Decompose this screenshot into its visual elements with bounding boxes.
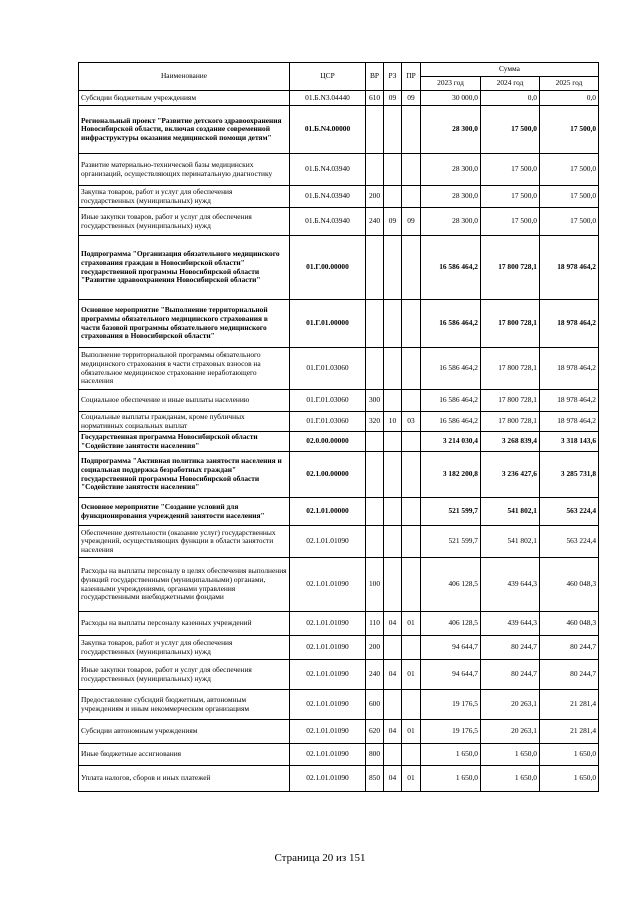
cell-vr: 800 bbox=[366, 744, 384, 766]
cell-name: Развитие материально-технической базы медицинских организаций, осуществляющих перинатальную диагностику bbox=[79, 154, 290, 186]
cell-pr bbox=[402, 186, 421, 208]
cell-2023: 3 182 200,8 bbox=[421, 452, 481, 498]
cell-csr: 02.1.00.00000 bbox=[290, 452, 366, 498]
cell-pr bbox=[402, 348, 421, 390]
table-row bbox=[79, 766, 599, 792]
table-row bbox=[79, 636, 599, 660]
cell-pr: 01 bbox=[402, 612, 421, 636]
cell-vr bbox=[366, 498, 384, 526]
header-year-2025: 2025 год bbox=[540, 77, 599, 91]
cell-vr bbox=[366, 348, 384, 390]
cell-2025: 460 048,3 bbox=[540, 612, 599, 636]
cell-2023: 1 650,0 bbox=[421, 766, 481, 792]
cell-rz bbox=[384, 498, 402, 526]
header-name: Наименование bbox=[79, 63, 290, 91]
header-sum: Сумма bbox=[421, 63, 599, 77]
cell-rz: 04 bbox=[384, 766, 402, 792]
cell-csr: 01.Б.N4.03940 bbox=[290, 208, 366, 236]
cell-2024: 20 263,1 bbox=[481, 720, 540, 744]
cell-rz: 04 bbox=[384, 612, 402, 636]
cell-2023: 28 300,0 bbox=[421, 208, 481, 236]
cell-vr: 300 bbox=[366, 390, 384, 412]
cell-2023: 28 300,0 bbox=[421, 154, 481, 186]
cell-rz: 10 bbox=[384, 412, 402, 432]
cell-2025: 17 500,0 bbox=[540, 208, 599, 236]
cell-rz bbox=[384, 432, 402, 452]
cell-vr: 240 bbox=[366, 660, 384, 690]
table-row bbox=[79, 432, 599, 452]
cell-2024: 439 644,3 bbox=[481, 558, 540, 612]
cell-2024: 17 800 728,1 bbox=[481, 348, 540, 390]
cell-name: Региональный проект "Развитие детского здравоохранения Новосибирской области, включая создание современной инфраструктуры оказания медицинской помощи детям" bbox=[79, 106, 290, 154]
cell-pr: 09 bbox=[402, 208, 421, 236]
cell-2025: 18 978 464,2 bbox=[540, 236, 599, 300]
cell-name: Государственная программа Новосибирской области "Содействие занятости населения" bbox=[79, 432, 290, 452]
cell-vr bbox=[366, 236, 384, 300]
cell-2025: 18 978 464,2 bbox=[540, 348, 599, 390]
cell-name: Предоставление субсидий бюджетным, автономным учреждениям и иным некоммерческим организациям bbox=[79, 690, 290, 720]
cell-2024: 17 800 728,1 bbox=[481, 300, 540, 348]
cell-name: Закупка товаров, работ и услуг для обеспечения государственных (муниципальных) нужд bbox=[79, 186, 290, 208]
cell-pr bbox=[402, 432, 421, 452]
cell-name: Иные закупки товаров, работ и услуг для обеспечения государственных (муниципальных) нужд bbox=[79, 208, 290, 236]
cell-2024: 17 800 728,1 bbox=[481, 412, 540, 432]
cell-2024: 17 500,0 bbox=[481, 208, 540, 236]
cell-2025: 563 224,4 bbox=[540, 498, 599, 526]
table-row bbox=[79, 390, 599, 412]
cell-vr: 100 bbox=[366, 558, 384, 612]
cell-pr bbox=[402, 106, 421, 154]
table-row bbox=[79, 498, 599, 526]
cell-vr: 850 bbox=[366, 766, 384, 792]
cell-2024: 17 500,0 bbox=[481, 186, 540, 208]
header-year-2023: 2023 год bbox=[421, 77, 481, 91]
table-body bbox=[79, 91, 599, 792]
cell-pr: 01 bbox=[402, 720, 421, 744]
cell-name: Иные закупки товаров, работ и услуг для обеспечения государственных (муниципальных) нужд bbox=[79, 660, 290, 690]
cell-name: Обеспечение деятельности (оказание услуг) государственных учреждений, осуществляющих функции в области занятости населения bbox=[79, 526, 290, 558]
cell-vr bbox=[366, 106, 384, 154]
cell-2023: 16 586 464,2 bbox=[421, 236, 481, 300]
cell-pr: 09 bbox=[402, 91, 421, 106]
cell-name: Социальное обеспечение и иные выплаты населению bbox=[79, 390, 290, 412]
cell-name: Закупка товаров, работ и услуг для обеспечения государственных (муниципальных) нужд bbox=[79, 636, 290, 660]
cell-2023: 16 586 464,2 bbox=[421, 412, 481, 432]
cell-2023: 28 300,0 bbox=[421, 106, 481, 154]
cell-rz bbox=[384, 236, 402, 300]
cell-2024: 17 500,0 bbox=[481, 106, 540, 154]
cell-csr: 02.1.01.01090 bbox=[290, 766, 366, 792]
cell-rz bbox=[384, 452, 402, 498]
cell-2025: 1 650,0 bbox=[540, 766, 599, 792]
cell-rz bbox=[384, 154, 402, 186]
cell-2023: 406 128,5 bbox=[421, 612, 481, 636]
cell-2025: 3 285 731,8 bbox=[540, 452, 599, 498]
cell-rz bbox=[384, 636, 402, 660]
cell-2025: 18 978 464,2 bbox=[540, 300, 599, 348]
cell-vr: 620 bbox=[366, 720, 384, 744]
cell-vr bbox=[366, 154, 384, 186]
cell-name: Основное мероприятие "Создание условий для функционирования учреждений занятости населения" bbox=[79, 498, 290, 526]
cell-pr bbox=[402, 300, 421, 348]
cell-csr: 01.Б.N4.03940 bbox=[290, 186, 366, 208]
cell-vr: 240 bbox=[366, 208, 384, 236]
cell-rz bbox=[384, 526, 402, 558]
cell-name: Подпрограмма "Активная политика занятости населения и социальная поддержка безработных граждан" государственной программы Новосибирской области "Содействие занятости населения" bbox=[79, 452, 290, 498]
cell-2023: 94 644,7 bbox=[421, 636, 481, 660]
cell-csr: 02.1.01.01090 bbox=[290, 744, 366, 766]
cell-2023: 30 000,0 bbox=[421, 91, 481, 106]
cell-name: Иные бюджетные ассигнования bbox=[79, 744, 290, 766]
cell-csr: 02.0.00.00000 bbox=[290, 432, 366, 452]
cell-2023: 1 650,0 bbox=[421, 744, 481, 766]
header-pr: ПР bbox=[402, 63, 421, 91]
cell-vr bbox=[366, 452, 384, 498]
budget-table bbox=[78, 62, 599, 792]
cell-rz bbox=[384, 106, 402, 154]
cell-pr bbox=[402, 690, 421, 720]
cell-rz bbox=[384, 744, 402, 766]
cell-2023: 19 176,5 bbox=[421, 720, 481, 744]
cell-rz: 09 bbox=[384, 208, 402, 236]
cell-pr bbox=[402, 390, 421, 412]
cell-name: Выполнение территориальной программы обязательного медицинского страхования в части страховых взносов на обязательное медицинское страхование неработающего населения bbox=[79, 348, 290, 390]
cell-csr: 02.1.01.01090 bbox=[290, 558, 366, 612]
cell-rz: 04 bbox=[384, 660, 402, 690]
cell-rz: 09 bbox=[384, 91, 402, 106]
cell-csr: 02.1.01.01090 bbox=[290, 636, 366, 660]
cell-pr bbox=[402, 498, 421, 526]
cell-csr: 01.Б.N4.03940 bbox=[290, 154, 366, 186]
cell-vr: 600 bbox=[366, 690, 384, 720]
cell-2025: 21 281,4 bbox=[540, 690, 599, 720]
cell-vr: 200 bbox=[366, 186, 384, 208]
cell-csr: 02.1.01.01090 bbox=[290, 690, 366, 720]
cell-csr: 02.1.01.01090 bbox=[290, 660, 366, 690]
table-row bbox=[79, 300, 599, 348]
cell-vr: 610 bbox=[366, 91, 384, 106]
cell-pr bbox=[402, 236, 421, 300]
cell-2024: 17 800 728,1 bbox=[481, 390, 540, 412]
cell-2023: 16 586 464,2 bbox=[421, 348, 481, 390]
cell-2025: 17 500,0 bbox=[540, 154, 599, 186]
cell-name: Подпрограмма "Организация обязательного медицинского страхования граждан в Новосибирской области" государственной программы Новосибирской области "Развитие здравоохранения Новосибирской области" bbox=[79, 236, 290, 300]
cell-2025: 563 224,4 bbox=[540, 526, 599, 558]
table-row bbox=[79, 412, 599, 432]
cell-vr: 200 bbox=[366, 636, 384, 660]
cell-2025: 17 500,0 bbox=[540, 106, 599, 154]
table-row bbox=[79, 526, 599, 558]
cell-pr bbox=[402, 744, 421, 766]
cell-rz bbox=[384, 300, 402, 348]
cell-name: Социальные выплаты гражданам, кроме публичных нормативных социальных выплат bbox=[79, 412, 290, 432]
cell-name: Субсидии автономным учреждениям bbox=[79, 720, 290, 744]
cell-pr bbox=[402, 526, 421, 558]
cell-pr bbox=[402, 154, 421, 186]
cell-2023: 3 214 030,4 bbox=[421, 432, 481, 452]
cell-rz bbox=[384, 690, 402, 720]
cell-2025: 80 244,7 bbox=[540, 636, 599, 660]
cell-csr: 01.Г.01.00000 bbox=[290, 300, 366, 348]
cell-2025: 17 500,0 bbox=[540, 186, 599, 208]
cell-pr: 03 bbox=[402, 412, 421, 432]
cell-rz bbox=[384, 186, 402, 208]
table-row bbox=[79, 612, 599, 636]
cell-2024: 80 244,7 bbox=[481, 636, 540, 660]
table-row bbox=[79, 744, 599, 766]
cell-pr bbox=[402, 636, 421, 660]
cell-2025: 80 244,7 bbox=[540, 660, 599, 690]
cell-2023: 19 176,5 bbox=[421, 690, 481, 720]
cell-2024: 439 644,3 bbox=[481, 612, 540, 636]
table-row bbox=[79, 720, 599, 744]
cell-2025: 21 281,4 bbox=[540, 720, 599, 744]
header-csr: ЦСР bbox=[290, 63, 366, 91]
cell-2023: 28 300,0 bbox=[421, 186, 481, 208]
table-row bbox=[79, 186, 599, 208]
cell-rz bbox=[384, 558, 402, 612]
cell-pr: 01 bbox=[402, 766, 421, 792]
cell-name: Субсидии бюджетным учреждениям bbox=[79, 91, 290, 106]
cell-vr bbox=[366, 300, 384, 348]
cell-vr bbox=[366, 526, 384, 558]
cell-2023: 16 586 464,2 bbox=[421, 300, 481, 348]
cell-rz bbox=[384, 390, 402, 412]
header-rz: РЗ bbox=[384, 63, 402, 91]
cell-vr bbox=[366, 432, 384, 452]
table-row bbox=[79, 154, 599, 186]
cell-2024: 1 650,0 bbox=[481, 744, 540, 766]
table-row bbox=[79, 348, 599, 390]
cell-2024: 17 800 728,1 bbox=[481, 236, 540, 300]
header-vr: ВР bbox=[366, 63, 384, 91]
cell-csr: 01.Г.01.03060 bbox=[290, 390, 366, 412]
cell-2023: 16 586 464,2 bbox=[421, 390, 481, 412]
cell-name: Основное мероприятие "Выполнение территориальной программы обязательного медицинского страхования в части базовой программы обязательного медицинского страхования в Новосибирской области" bbox=[79, 300, 290, 348]
cell-rz: 04 bbox=[384, 720, 402, 744]
cell-2025: 0,0 bbox=[540, 91, 599, 106]
cell-2024: 541 802,1 bbox=[481, 498, 540, 526]
cell-csr: 01.Б.N4.00000 bbox=[290, 106, 366, 154]
cell-vr: 110 bbox=[366, 612, 384, 636]
table-row bbox=[79, 106, 599, 154]
table-row bbox=[79, 660, 599, 690]
cell-csr: 02.1.01.01090 bbox=[290, 720, 366, 744]
cell-pr bbox=[402, 452, 421, 498]
cell-pr: 01 bbox=[402, 660, 421, 690]
cell-csr: 01.Г.01.03060 bbox=[290, 348, 366, 390]
cell-2023: 521 599,7 bbox=[421, 498, 481, 526]
header-year-2024: 2024 год bbox=[481, 77, 540, 91]
cell-2024: 17 500,0 bbox=[481, 154, 540, 186]
table-row bbox=[79, 236, 599, 300]
cell-2025: 18 978 464,2 bbox=[540, 412, 599, 432]
cell-csr: 01.Г.01.03060 bbox=[290, 412, 366, 432]
cell-csr: 02.1.01.00000 bbox=[290, 498, 366, 526]
cell-rz bbox=[384, 348, 402, 390]
cell-2023: 406 128,5 bbox=[421, 558, 481, 612]
table-row bbox=[79, 208, 599, 236]
cell-csr: 01.Б.N3.04440 bbox=[290, 91, 366, 106]
cell-2024: 20 263,1 bbox=[481, 690, 540, 720]
table-row bbox=[79, 558, 599, 612]
cell-2024: 80 244,7 bbox=[481, 660, 540, 690]
cell-name: Расходы на выплаты персоналу казенных учреждений bbox=[79, 612, 290, 636]
table-row bbox=[79, 91, 599, 106]
cell-2025: 1 650,0 bbox=[540, 744, 599, 766]
cell-2024: 3 268 839,4 bbox=[481, 432, 540, 452]
cell-2024: 1 650,0 bbox=[481, 766, 540, 792]
cell-pr bbox=[402, 558, 421, 612]
cell-2024: 3 236 427,6 bbox=[481, 452, 540, 498]
table-row bbox=[79, 452, 599, 498]
cell-csr: 01.Г.00.00000 bbox=[290, 236, 366, 300]
cell-2025: 3 318 143,6 bbox=[540, 432, 599, 452]
cell-name: Уплата налогов, сборов и иных платежей bbox=[79, 766, 290, 792]
table-header bbox=[79, 63, 599, 91]
cell-name: Расходы на выплаты персоналу в целях обеспечения выполнения функций государственными (муниципальными) органами, казенными учреждениями, органами управления государственными внебюджетными фондами bbox=[79, 558, 290, 612]
page-number: Страница 20 из 151 bbox=[274, 852, 366, 864]
cell-2023: 521 599,7 bbox=[421, 526, 481, 558]
cell-2025: 18 978 464,2 bbox=[540, 390, 599, 412]
table-row bbox=[79, 690, 599, 720]
cell-2024: 0,0 bbox=[481, 91, 540, 106]
cell-csr: 02.1.01.01090 bbox=[290, 526, 366, 558]
cell-2025: 460 048,3 bbox=[540, 558, 599, 612]
cell-2024: 541 802,1 bbox=[481, 526, 540, 558]
cell-2023: 94 644,7 bbox=[421, 660, 481, 690]
cell-csr: 02.1.01.01090 bbox=[290, 612, 366, 636]
cell-vr: 320 bbox=[366, 412, 384, 432]
